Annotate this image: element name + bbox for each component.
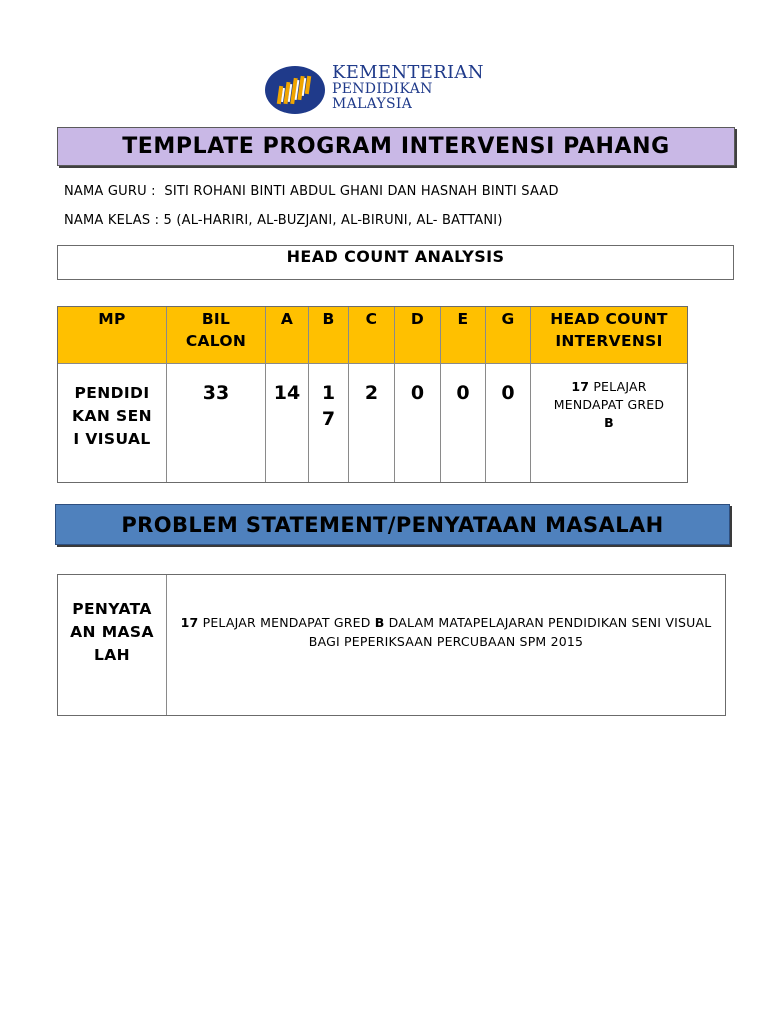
cell-a: 14	[266, 363, 309, 482]
head-count-heading: HEAD COUNT ANALYSIS	[57, 245, 734, 280]
cell-b: 17	[321, 382, 336, 430]
logo-line-1: KEMENTERIAN	[332, 62, 484, 83]
cell-c: 2	[349, 363, 395, 482]
problem-statement-heading: PROBLEM STATEMENT/PENYATAAN MASALAH	[55, 504, 730, 545]
logo-line-2: PENDIDIKAN	[332, 81, 433, 97]
statement-count: 17	[180, 615, 199, 630]
cell-e: 0	[441, 363, 486, 482]
col-header-bil-calon: BIL CALON	[167, 307, 266, 363]
statement-part2: DALAM MATAPELAJARAN PENDIDIKAN SENI VISUAL BAGI PEPERIKSAAN PERCUBAAN SPM 2015	[308, 615, 712, 649]
kpm-logo	[264, 62, 484, 116]
problem-label	[58, 575, 167, 715]
nama-guru: NAMA GURU : SITI ROHANI BINTI ABDUL GHANI DAN HASNAH BINTI SAAD	[64, 184, 559, 199]
problem-table	[57, 574, 726, 716]
intervensi-count: 17	[571, 379, 590, 394]
cell-g: 0	[486, 363, 531, 482]
cell-b-wrapper	[309, 363, 349, 482]
kpm-emblem-icon	[264, 64, 328, 116]
head-count-table	[57, 306, 688, 483]
page-title: TEMPLATE PROGRAM INTERVENSI PAHANG	[57, 127, 735, 166]
col-header-a: A	[266, 307, 309, 363]
cell-mp: PENDIDIKAN SENI VISUAL	[58, 363, 167, 482]
nama-kelas: NAMA KELAS : 5 (AL-HARIRI, AL-BUZJANI, AL-BIRUNI, AL- BATTANI)	[64, 213, 503, 228]
col-header-e: E	[441, 307, 486, 363]
intervensi-text: PELAJAR MENDAPAT GRED	[553, 379, 665, 412]
col-header-d: D	[395, 307, 441, 363]
logo-line-3: MALAYSIA	[332, 96, 413, 112]
col-header-g: G	[486, 307, 531, 363]
statement-grade: B	[374, 615, 385, 630]
cell-intervensi	[531, 363, 687, 482]
problem-statement-text	[167, 575, 725, 715]
cell-bil-calon: 33	[167, 363, 266, 482]
col-header-intervensi: HEAD COUNT INTERVENSI	[531, 307, 687, 363]
problem-label-text: PENYATAAN MASALAH	[70, 600, 154, 664]
cell-d: 0	[395, 363, 441, 482]
intervensi-grade: B	[604, 415, 614, 430]
col-header-mp: MP	[58, 307, 167, 363]
col-header-b: B	[309, 307, 349, 363]
col-header-c: C	[349, 307, 395, 363]
statement-part1: PELAJAR MENDAPAT GRED	[202, 615, 371, 630]
